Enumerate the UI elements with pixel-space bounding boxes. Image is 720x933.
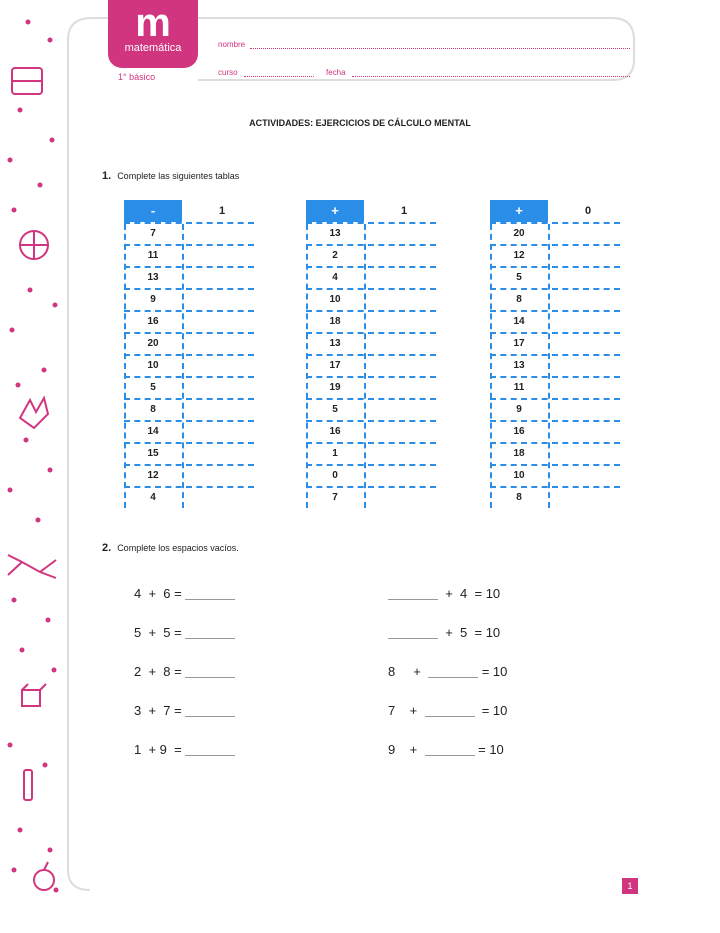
table-value: 8 (516, 492, 522, 503)
table-row (306, 268, 436, 290)
table-value: 20 (513, 228, 525, 239)
brand-word: matemática (124, 42, 182, 54)
table-value: 20 (147, 338, 159, 349)
answer-cell[interactable] (182, 466, 254, 486)
abacus-icon (12, 68, 42, 94)
table-value: 13 (329, 338, 341, 349)
table-row (306, 312, 436, 334)
equation-prefix: 5 + 5 = (134, 625, 186, 640)
table-value: 13 (329, 228, 341, 239)
table-1-operand: 1 (218, 205, 226, 217)
date-field[interactable] (352, 76, 630, 77)
course-field[interactable] (244, 76, 314, 77)
table-row (490, 466, 620, 488)
answer-cell[interactable] (182, 378, 254, 398)
equation-suffix: + 4 = 10 (438, 586, 501, 601)
table-row (124, 356, 254, 378)
question-1 (102, 170, 239, 182)
answer-cell[interactable] (364, 224, 436, 244)
equation (388, 625, 500, 640)
answer-cell[interactable] (182, 444, 254, 464)
table-row (124, 400, 254, 422)
table-1-body (124, 222, 254, 508)
apple-icon (34, 862, 54, 890)
table-value: 12 (513, 250, 525, 261)
hand-icon (20, 398, 48, 428)
grade-label: 1° básico (118, 72, 156, 82)
table-1 (124, 200, 254, 508)
table-value: 16 (513, 426, 525, 437)
question-2-text: Complete los espacios vacíos. (117, 543, 239, 553)
table-1-operator: - (124, 200, 182, 222)
equation (388, 586, 500, 601)
table-value: 11 (513, 382, 525, 393)
table-value: 16 (329, 426, 341, 437)
answer-cell[interactable] (548, 422, 620, 442)
pie-icon (20, 231, 48, 259)
answer-cell[interactable] (364, 400, 436, 420)
table-value: 9 (150, 294, 156, 305)
answer-blank[interactable] (185, 745, 235, 756)
answer-cell[interactable] (548, 400, 620, 420)
answer-cell[interactable] (364, 268, 436, 288)
question-2-number: 2. (102, 542, 112, 554)
table-row (124, 488, 254, 508)
table-value: 16 (147, 316, 159, 327)
equation-suffix: = 10 (474, 703, 508, 718)
question-2 (102, 542, 239, 554)
table-value: 17 (329, 360, 341, 371)
equation-suffix: = 10 (478, 664, 508, 679)
decorative-dots (8, 20, 59, 893)
table-value: 10 (329, 294, 341, 305)
table-row (490, 224, 620, 246)
answer-cell[interactable] (364, 466, 436, 486)
table-value: 17 (513, 338, 525, 349)
answer-cell[interactable] (548, 356, 620, 376)
equation-prefix: 3 + 7 = (134, 703, 186, 718)
table-row (490, 246, 620, 268)
equation-prefix: 9 + (388, 742, 425, 757)
table-row (124, 378, 254, 400)
table-row (124, 290, 254, 312)
equation-prefix: 2 + 8 = (134, 664, 186, 679)
table-row (124, 268, 254, 290)
answer-cell[interactable] (548, 488, 620, 508)
table-row (124, 246, 254, 268)
answer-cell[interactable] (182, 312, 254, 332)
table-3-operator: + (490, 200, 548, 222)
answer-cell[interactable] (182, 356, 254, 376)
answer-cell[interactable] (364, 334, 436, 354)
table-row (124, 334, 254, 356)
table-row (124, 466, 254, 488)
answer-cell[interactable] (548, 312, 620, 332)
table-row (306, 400, 436, 422)
table-value: 13 (513, 360, 525, 371)
name-field[interactable] (250, 48, 630, 49)
pencil-icon (24, 770, 32, 800)
equation (134, 625, 235, 640)
answer-blank[interactable] (425, 745, 475, 756)
answer-blank[interactable] (185, 628, 235, 639)
table-value: 12 (147, 470, 159, 481)
table-row (490, 488, 620, 508)
equation-suffix: + 5 = 10 (438, 625, 501, 640)
answer-cell[interactable] (182, 290, 254, 310)
answer-cell[interactable] (548, 334, 620, 354)
table-row (490, 268, 620, 290)
answer-cell[interactable] (548, 378, 620, 398)
answer-cell[interactable] (364, 422, 436, 442)
equation (388, 664, 507, 679)
equation (134, 703, 235, 718)
answer-cell[interactable] (548, 466, 620, 486)
table-row (306, 290, 436, 312)
answer-blank[interactable] (185, 706, 235, 717)
table-2-body (306, 222, 436, 508)
table-row (306, 378, 436, 400)
answer-cell[interactable] (364, 312, 436, 332)
table-row (124, 312, 254, 334)
brand-letter: m (135, 1, 171, 45)
answer-cell[interactable] (548, 224, 620, 244)
table-3-body (490, 222, 620, 508)
answer-cell[interactable] (548, 444, 620, 464)
answer-cell[interactable] (364, 246, 436, 266)
answer-cell[interactable] (364, 356, 436, 376)
table-value: 18 (329, 316, 341, 327)
answer-cell[interactable] (548, 268, 620, 288)
equation (388, 703, 507, 718)
answer-cell[interactable] (182, 246, 254, 266)
answer-cell[interactable] (182, 268, 254, 288)
table-value: 2 (332, 250, 338, 261)
table-row (124, 422, 254, 444)
equation-prefix: 7 + (388, 703, 425, 718)
answer-cell[interactable] (364, 378, 436, 398)
equation (134, 742, 235, 757)
answer-blank[interactable] (425, 706, 475, 717)
equation-prefix: 8 + (388, 664, 429, 679)
table-value: 14 (147, 426, 159, 437)
equation-prefix: 1 + 9 = (134, 742, 186, 757)
table-2 (306, 200, 436, 508)
date-label: fecha (326, 68, 346, 77)
table-value: 14 (513, 316, 525, 327)
table-row (306, 356, 436, 378)
answer-blank[interactable] (428, 667, 478, 678)
table-value: 0 (332, 470, 338, 481)
table-value: 13 (147, 272, 159, 283)
table-row (490, 334, 620, 356)
table-row (124, 444, 254, 466)
answer-cell[interactable] (548, 246, 620, 266)
answer-cell[interactable] (182, 224, 254, 244)
table-value: 5 (332, 404, 338, 415)
answer-blank[interactable] (388, 628, 438, 639)
answer-cell[interactable] (364, 488, 436, 508)
table-value: 8 (516, 294, 522, 305)
table-row (490, 378, 620, 400)
table-row (490, 312, 620, 334)
answer-cell[interactable] (182, 488, 254, 508)
table-value: 7 (150, 228, 156, 239)
brand-logo (108, 0, 198, 68)
table-row (306, 246, 436, 268)
table-2-operator: + (306, 200, 364, 222)
table-value: 5 (150, 382, 156, 393)
table-row (490, 422, 620, 444)
question-1-text: Complete las siguientes tablas (117, 171, 240, 181)
table-value: 11 (147, 250, 159, 261)
table-value: 5 (516, 272, 522, 283)
table-row (306, 444, 436, 466)
table-3 (490, 200, 620, 508)
table-row (490, 356, 620, 378)
answer-cell[interactable] (182, 422, 254, 442)
table-value: 7 (332, 492, 338, 503)
table-row (490, 444, 620, 466)
answer-cell[interactable] (364, 290, 436, 310)
table-3-operand: 0 (584, 205, 592, 217)
answer-cell[interactable] (182, 334, 254, 354)
answer-blank[interactable] (388, 589, 438, 600)
equation (134, 586, 235, 601)
answer-cell[interactable] (182, 400, 254, 420)
table-value: 1 (332, 448, 338, 459)
table-value: 10 (147, 360, 159, 371)
answer-cell[interactable] (548, 290, 620, 310)
table-row (306, 422, 436, 444)
table-row (306, 466, 436, 488)
answer-blank[interactable] (185, 667, 235, 678)
table-row (490, 290, 620, 312)
equation (134, 664, 235, 679)
table-row (306, 334, 436, 356)
answer-blank[interactable] (185, 589, 235, 600)
table-value: 4 (332, 272, 338, 283)
equation-suffix: = 10 (474, 742, 504, 757)
table-value: 9 (516, 404, 522, 415)
equation-prefix: 4 + 6 = (134, 586, 186, 601)
table-value: 4 (150, 492, 156, 503)
name-label: nombre (218, 40, 246, 49)
table-value: 10 (513, 470, 525, 481)
course-label: curso (218, 68, 238, 77)
cube-icon (22, 684, 46, 706)
table-row (490, 400, 620, 422)
answer-cell[interactable] (364, 444, 436, 464)
page-title: ACTIVIDADES: EJERCICIOS DE CÁLCULO MENTAL (249, 118, 471, 128)
page-number: 1 (622, 878, 638, 894)
table-value: 8 (150, 404, 156, 415)
table-2-operand: 1 (400, 205, 408, 217)
table-value: 15 (147, 448, 159, 459)
table-row (306, 224, 436, 246)
table-value: 18 (513, 448, 525, 459)
table-value: 19 (329, 382, 341, 393)
equation (388, 742, 504, 757)
question-1-number: 1. (102, 170, 112, 182)
candy-icon (8, 555, 56, 578)
table-row (306, 488, 436, 508)
table-row (124, 224, 254, 246)
